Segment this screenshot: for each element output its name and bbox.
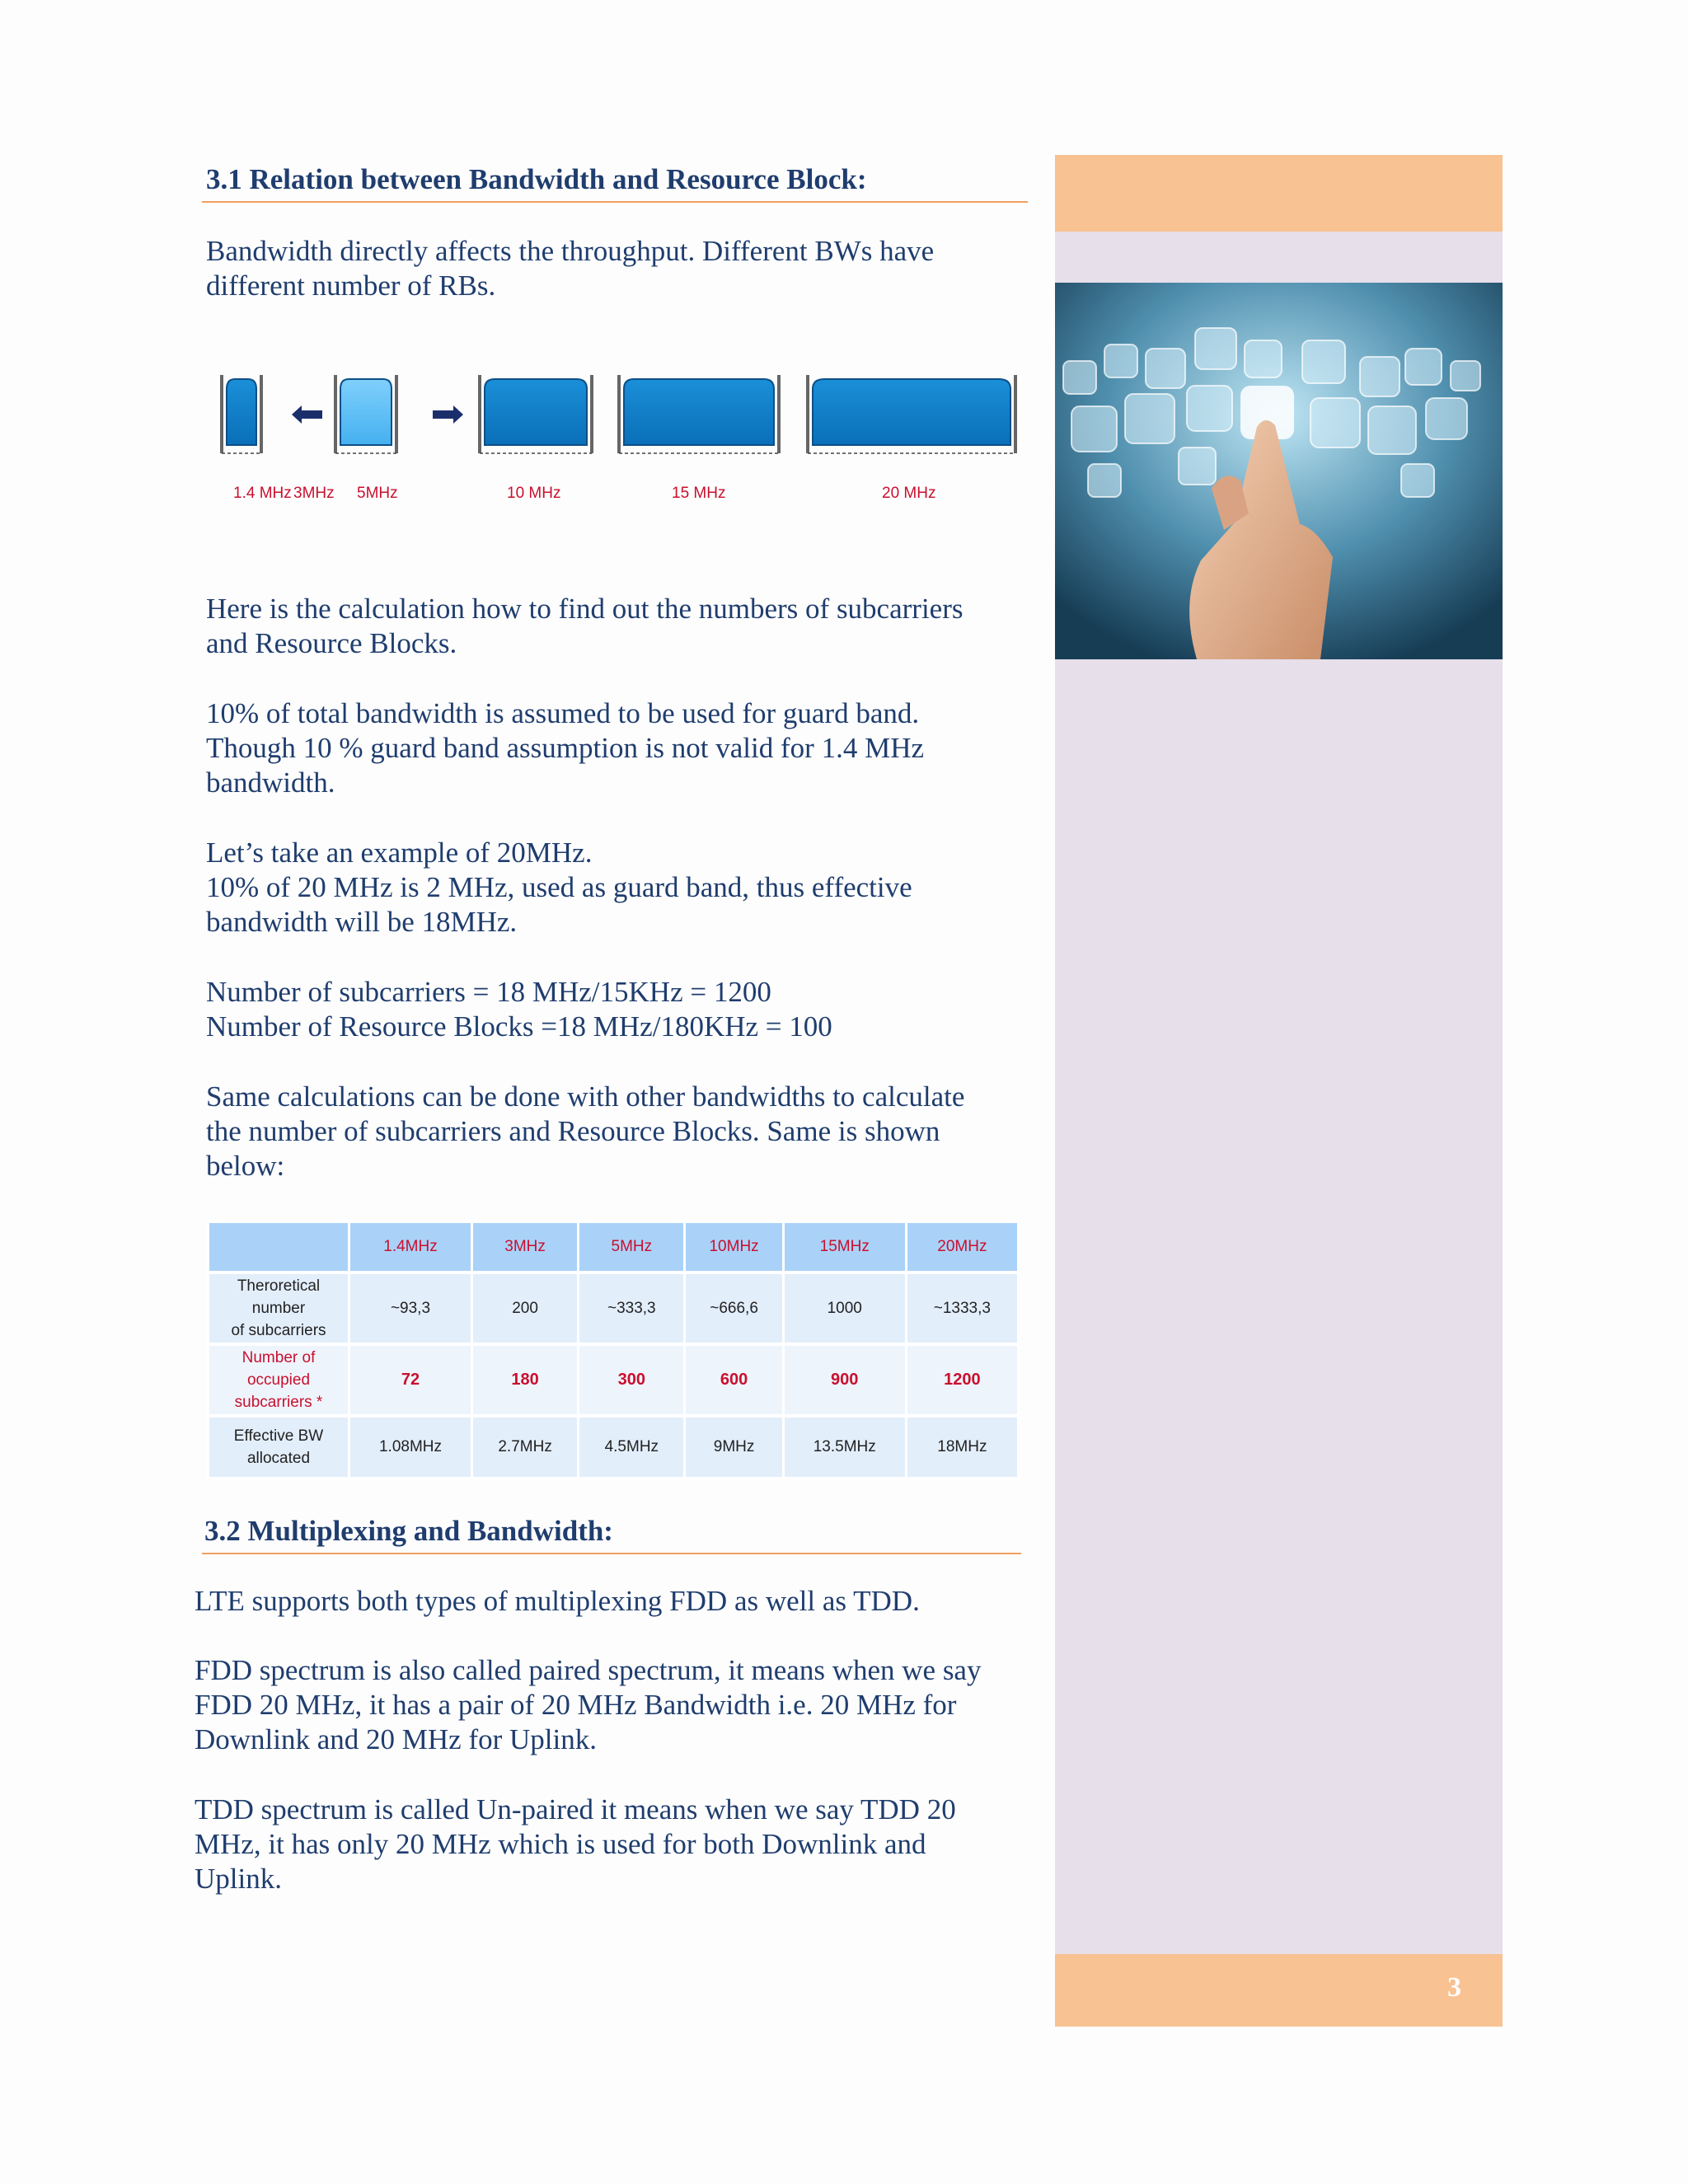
- row-header: [209, 1274, 348, 1343]
- row-label-line: of subcarriers: [231, 1322, 326, 1339]
- same-calc-paragraph: [206, 1080, 1030, 1183]
- page-number: 3: [1447, 1972, 1461, 2003]
- label-15mhz: 15 MHz: [672, 485, 726, 502]
- table-cell: ~333,3: [579, 1274, 683, 1343]
- sidebar-photo: [1055, 283, 1503, 659]
- text-line: 10% of 20 MHz is 2 MHz, used as guard band, thus effective: [206, 871, 912, 903]
- column-header: 5MHz: [579, 1223, 683, 1271]
- example-paragraph: [206, 836, 1030, 940]
- table-cell: 2.7MHz: [473, 1418, 577, 1477]
- row-label-line: Effective BW: [233, 1427, 324, 1445]
- text-line: Here is the calculation how to find out the numbers of subcarriers: [206, 593, 964, 625]
- row-label-line: Theroretical number: [237, 1277, 321, 1317]
- text-line: 10% of total bandwidth is assumed to be used for guard band.: [206, 697, 920, 729]
- table-cell: 72: [350, 1346, 471, 1414]
- table-cell: 1.08MHz: [350, 1418, 471, 1477]
- table-row: [209, 1418, 1017, 1477]
- hand-touching-icons-photo: [1055, 283, 1503, 659]
- text-line: TDD spectrum is called Un-paired it means when we say TDD 20: [195, 1793, 956, 1825]
- text-line: FDD 20 MHz, it has a pair of 20 MHz Bandwidth i.e. 20 MHz for: [195, 1689, 957, 1721]
- table-cell: 900: [785, 1346, 905, 1414]
- formulas-paragraph: [206, 975, 1030, 1044]
- row-label-line: allocated: [246, 1450, 311, 1467]
- row-label-line: subcarriers *: [234, 1394, 323, 1411]
- text-line: different number of RBs.: [206, 269, 496, 302]
- left-arrow-icon: [292, 405, 322, 424]
- text-line: Though 10 % guard band assumption is not valid for 1.4 MHz: [206, 732, 925, 764]
- table-row: [209, 1274, 1017, 1343]
- text-line: Uplink.: [195, 1863, 282, 1895]
- table-cell: 300: [579, 1346, 683, 1414]
- table-cell: 18MHz: [907, 1418, 1017, 1477]
- table-cell: 180: [473, 1346, 577, 1414]
- intro-paragraph: [206, 234, 1030, 303]
- label-20mhz: 20 MHz: [882, 485, 936, 502]
- band-1-4mhz: [222, 375, 261, 453]
- right-arrow-icon: [433, 405, 463, 424]
- table-row: [209, 1346, 1017, 1414]
- text-line: Let’s take an example of 20MHz.: [206, 837, 593, 869]
- row-label-line: Number of occupied: [241, 1349, 316, 1389]
- text-line: MHz, it has only 20 MHz which is used for both Downlink and: [195, 1828, 926, 1860]
- heading-underline: [202, 1553, 1021, 1554]
- table-cell: ~93,3: [350, 1274, 471, 1343]
- row-header: [209, 1418, 348, 1477]
- text-line: FDD spectrum is also called paired spectrum, it means when we say: [195, 1654, 982, 1686]
- column-header: 3MHz: [473, 1223, 577, 1271]
- text-line: and Resource Blocks.: [206, 627, 457, 659]
- text-line: the number of subcarriers and Resource Blocks. Same is shown: [206, 1115, 940, 1147]
- label-5mhz: 5MHz: [357, 485, 398, 502]
- label-1-4mhz: 1.4 MHz: [233, 485, 292, 502]
- table-header-row: [209, 1223, 1017, 1271]
- table-cell: 4.5MHz: [579, 1418, 683, 1477]
- column-header: 20MHz: [907, 1223, 1017, 1271]
- text-line: LTE supports both types of multiplexing FDD as well as TDD.: [195, 1585, 920, 1617]
- table-cell: 13.5MHz: [785, 1418, 905, 1477]
- column-header: 15MHz: [785, 1223, 905, 1271]
- band-20mhz: [808, 375, 1015, 453]
- multiplexing-paragraph: [195, 1584, 1019, 1619]
- column-header: 1.4MHz: [350, 1223, 471, 1271]
- table-cell: 600: [686, 1346, 781, 1414]
- text-line: below:: [206, 1150, 285, 1182]
- text-line: bandwidth will be 18MHz.: [206, 906, 518, 938]
- table-cell: 1200: [907, 1346, 1017, 1414]
- table-cell: ~666,6: [686, 1274, 781, 1343]
- bandwidth-table: [207, 1220, 1020, 1480]
- sidebar-top-band: [1055, 155, 1503, 232]
- heading-underline: [202, 201, 1028, 203]
- table-cell: 200: [473, 1274, 577, 1343]
- band-5mhz: [335, 375, 396, 453]
- text-line: Number of subcarriers = 18 MHz/15KHz = 1200: [206, 976, 771, 1008]
- label-3mhz: 3MHz: [293, 485, 335, 502]
- label-10mhz: 10 MHz: [507, 485, 561, 502]
- section-heading-3-1: 3.1 Relation between Bandwidth and Resource Block:: [206, 163, 867, 195]
- tdd-paragraph: [195, 1793, 1019, 1896]
- text-line: bandwidth.: [206, 766, 335, 799]
- text-line: Number of Resource Blocks =18 MHz/180KHz = 100: [206, 1010, 832, 1043]
- text-line: Downlink and 20 MHz for Uplink.: [195, 1723, 598, 1755]
- column-header: 10MHz: [686, 1223, 781, 1271]
- table-cell: 1000: [785, 1274, 905, 1343]
- row-header: [209, 1346, 348, 1414]
- sidebar-bottom-band: [1055, 1954, 1503, 2027]
- section-heading-3-2: 3.2 Multiplexing and Bandwidth:: [204, 1515, 613, 1547]
- table-corner-cell: [209, 1223, 348, 1271]
- band-15mhz: [619, 375, 779, 453]
- text-line: Same calculations can be done with other bandwidths to calculate: [206, 1080, 965, 1113]
- table-cell: 9MHz: [686, 1418, 781, 1477]
- guard-band-paragraph: [206, 696, 1030, 800]
- fdd-paragraph: [195, 1653, 1019, 1757]
- calc-intro-paragraph: [206, 592, 1030, 661]
- text-line: Bandwidth directly affects the throughput. Different BWs have: [206, 235, 935, 267]
- band-10mhz: [480, 375, 592, 453]
- table-cell: ~1333,3: [907, 1274, 1017, 1343]
